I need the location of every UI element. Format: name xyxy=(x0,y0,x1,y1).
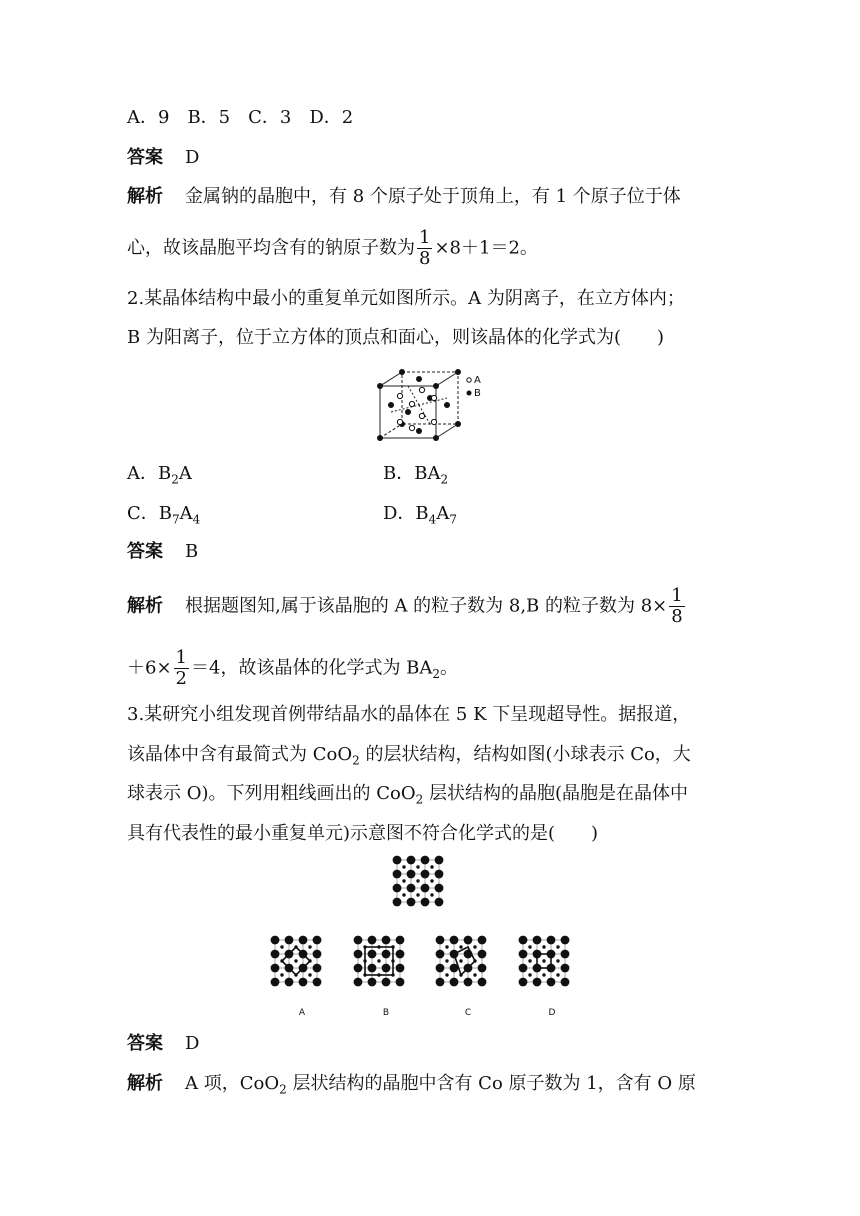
answer-label: 答案 xyxy=(127,541,163,562)
oxygen-atom xyxy=(396,936,405,945)
cobalt-atom xyxy=(556,959,559,962)
cobalt-atom xyxy=(528,945,531,948)
analysis-text: ×8＋1＝2。 xyxy=(434,237,538,259)
fig-label-a: A xyxy=(298,1008,306,1018)
fraction xyxy=(417,228,432,269)
oxygen-atom xyxy=(407,870,416,879)
fig-label-d: D xyxy=(548,1008,556,1018)
oxygen-atom xyxy=(450,936,459,945)
oxygen-atom xyxy=(382,964,391,973)
cobalt-atom xyxy=(377,959,380,962)
oxygen-atom xyxy=(313,950,322,959)
option-c: C．$B_7A_4$ xyxy=(127,503,201,527)
oxygen-atom xyxy=(354,978,363,987)
q3-stem-line4: 具有代表性的最小重复单元)示意图不符合化学式的是( ) xyxy=(127,823,599,844)
oxygen-atom xyxy=(382,936,391,945)
oxygen-atom xyxy=(396,950,405,959)
cobalt-atom xyxy=(280,973,283,976)
option-d: D．$B_4A_7$ xyxy=(383,503,457,527)
analysis-label: 解析 xyxy=(127,186,163,207)
oxygen-atom xyxy=(464,978,473,987)
oxygen-atom xyxy=(547,936,556,945)
oxygen-atom xyxy=(382,950,391,959)
cobalt-atom xyxy=(459,945,462,948)
cobalt-atom xyxy=(308,945,311,948)
cobalt-atom xyxy=(542,945,545,948)
q1-answer-line xyxy=(127,144,735,172)
oxygen-atom xyxy=(313,964,322,973)
oxygen-atom xyxy=(354,936,363,945)
cobalt-atom xyxy=(528,973,531,976)
cobalt-atom xyxy=(416,879,419,882)
q2-answer-line xyxy=(127,538,735,566)
q1-analysis-line2 xyxy=(127,228,735,269)
oxygen-atom xyxy=(561,964,570,973)
oxygen-atom xyxy=(393,870,402,879)
fig-label-c: C xyxy=(464,1008,472,1018)
oxygen-atom xyxy=(561,936,570,945)
cobalt-atom xyxy=(556,973,559,976)
oxygen-atom xyxy=(421,898,430,907)
oxygen-atom xyxy=(450,978,459,987)
cobalt-atom xyxy=(430,865,433,868)
oxygen-atom xyxy=(533,936,542,945)
oxygen-atom xyxy=(464,936,473,945)
fraction-numerator: 1 xyxy=(419,227,431,248)
oxygen-atom xyxy=(421,884,430,893)
analysis-label: 解析 xyxy=(127,1073,163,1094)
oxygen-atom xyxy=(421,856,430,865)
analysis-text: 根据题图知,属于该晶胞的 A 的粒子数为 8,B 的粒子数为 8× xyxy=(185,595,668,617)
cobalt-atom xyxy=(308,973,311,976)
oxygen-atom xyxy=(313,936,322,945)
legend-a-label: A xyxy=(474,375,481,386)
oxygen-atom xyxy=(519,978,528,987)
option-a: A．$B_2A$ xyxy=(127,463,192,487)
oxygen-atom xyxy=(313,978,322,987)
legend-a-marker xyxy=(467,378,471,382)
cobalt-atom xyxy=(445,973,448,976)
oxygen-atom xyxy=(354,950,363,959)
q3-stem-line1: 3.某研究小组发现首例带结晶水的晶体在 5 K 下呈现超导性。据报道， xyxy=(127,704,691,725)
oxygen-atom xyxy=(271,950,280,959)
cobalt-atom xyxy=(416,893,419,896)
answer-label: 答案 xyxy=(127,147,163,168)
cobalt-atom xyxy=(402,879,405,882)
oxygen-atom xyxy=(519,936,528,945)
oxygen-atom xyxy=(368,978,377,987)
q3-stem-line3: 球表示 O)。下列用粗线画出的 CoO$_2$ 层状结构的晶胞(晶胞是在晶体中 xyxy=(127,783,688,807)
cobalt-atom xyxy=(473,973,476,976)
oxygen-atom xyxy=(393,898,402,907)
cobalt-atom xyxy=(402,865,405,868)
oxygen-atom xyxy=(421,870,430,879)
analysis-text: 心，故该晶胞平均含有的钠原子数为 xyxy=(127,237,415,259)
oxygen-atom xyxy=(478,978,487,987)
oxygen-atom xyxy=(436,936,445,945)
oxygen-atom xyxy=(478,936,487,945)
q3-analysis-line: 解析 A 项，CoO$_2$ 层状结构的晶胞中含有 Co 原子数为 1，含有 O 原 xyxy=(127,1073,696,1097)
cobalt-atom xyxy=(445,959,448,962)
oxygen-atom xyxy=(393,856,402,865)
oxygen-atom xyxy=(271,978,280,987)
analysis-text: ＝4，故该晶体的化学式为 BA xyxy=(191,657,433,679)
answer-value: D xyxy=(185,1033,200,1054)
oxygen-atom xyxy=(435,870,444,879)
cobalt-atom xyxy=(459,959,462,962)
oxygen-atom xyxy=(436,978,445,987)
oxygen-atom xyxy=(407,856,416,865)
oxygen-atom xyxy=(533,978,542,987)
oxygen-atom xyxy=(368,936,377,945)
oxygen-atom xyxy=(299,978,308,987)
cobalt-atom xyxy=(430,879,433,882)
oxygen-atom xyxy=(519,964,528,973)
analysis-label: 解析 xyxy=(127,595,163,617)
legend-b-label: B xyxy=(474,388,481,399)
oxygen-atom xyxy=(561,950,570,959)
oxygen-atom xyxy=(354,964,363,973)
cobalt-atom xyxy=(542,973,545,976)
cobalt-atom xyxy=(542,959,545,962)
answer-value: B xyxy=(185,541,199,562)
q3-answer-line xyxy=(127,1030,735,1058)
oxygen-atom xyxy=(285,936,294,945)
oxygen-atom xyxy=(478,950,487,959)
analysis-text: 金属钠的晶胞中，有 8 个原子处于顶角上，有 1 个原子位于体 xyxy=(185,186,681,207)
cobalt-atom xyxy=(445,945,448,948)
oxygen-atom xyxy=(299,936,308,945)
cobalt-atom xyxy=(294,959,297,962)
oxygen-atom xyxy=(271,964,280,973)
q2-stem-line2: B 为阳离子，位于立方体的顶点和面心，则该晶体的化学式为( ) xyxy=(127,327,664,348)
answer-label: 答案 xyxy=(127,1033,163,1054)
oxygen-atom xyxy=(435,898,444,907)
coo2-layer-figure xyxy=(270,855,590,1020)
cobalt-atom xyxy=(416,865,419,868)
fig-label-b: B xyxy=(382,1008,390,1018)
cobalt-atom xyxy=(556,945,559,948)
option-b: B．$BA_2$ xyxy=(383,463,449,487)
oxygen-atom xyxy=(396,978,405,987)
oxygen-atom xyxy=(382,978,391,987)
oxygen-atom xyxy=(478,964,487,973)
fraction-denominator: 8 xyxy=(419,248,431,269)
oxygen-atom xyxy=(396,964,405,973)
q2-analysis-line2: ＋6× $\frac{1}{2}$ ＝4，故该晶体的化学式为 $BA_2$。 xyxy=(127,647,459,689)
oxygen-atom xyxy=(271,936,280,945)
analysis-text: ＋6× xyxy=(127,657,172,679)
cobalt-atom xyxy=(430,893,433,896)
fraction: $\frac{1}{8}$ xyxy=(671,585,683,627)
cobalt-atom xyxy=(473,945,476,948)
fraction: $\frac{1}{2}$ xyxy=(175,647,187,689)
oxygen-atom xyxy=(519,950,528,959)
oxygen-atom xyxy=(393,884,402,893)
q2-analysis-line1 xyxy=(127,586,735,627)
oxygen-atom xyxy=(285,978,294,987)
oxygen-atom xyxy=(407,898,416,907)
q1-options: A．9 B．5 C．3 D．2 xyxy=(127,107,354,128)
q2-stem-line1: 2.某晶体结构中最小的重复单元如图所示。A 为阴离子，在立方体内； xyxy=(127,288,685,309)
oxygen-atom xyxy=(561,978,570,987)
oxygen-atom xyxy=(435,884,444,893)
oxygen-atom xyxy=(435,856,444,865)
q1-analysis-line1 xyxy=(127,183,735,211)
oxygen-atom xyxy=(368,950,377,959)
oxygen-atom xyxy=(407,884,416,893)
cobalt-atom xyxy=(280,945,283,948)
oxygen-atom xyxy=(547,978,556,987)
crystal-cube-figure xyxy=(376,368,488,444)
cobalt-atom xyxy=(528,959,531,962)
cobalt-atom xyxy=(402,893,405,896)
oxygen-atom xyxy=(436,964,445,973)
oxygen-atom xyxy=(368,964,377,973)
q3-stem-line2: 该晶体中含有最简式为 CoO$_2$ 的层状结构，结构如图(小球表示 Co，大 xyxy=(127,744,691,768)
legend-b-marker xyxy=(467,391,472,396)
answer-value: D xyxy=(185,147,200,168)
oxygen-atom xyxy=(436,950,445,959)
